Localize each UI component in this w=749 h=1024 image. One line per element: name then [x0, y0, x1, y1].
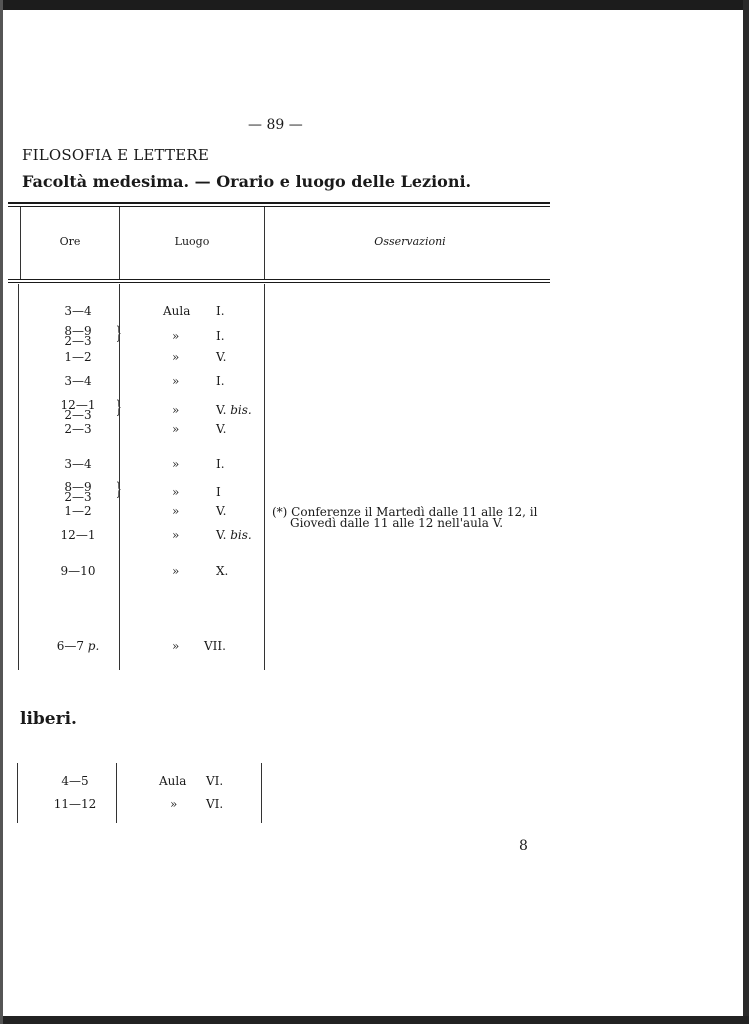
row-room [216, 376, 225, 386]
liberi-ore: 11—12 [53, 797, 97, 811]
row-room [216, 424, 226, 434]
brace-mark: } [115, 479, 122, 500]
row-ore [48, 506, 108, 516]
row-ditto: » [172, 504, 180, 518]
row-ditto: Aula [163, 304, 191, 318]
ore-value-2: 2—3 [64, 334, 92, 348]
row-ore [48, 641, 108, 651]
ore-value: 12—1 [60, 398, 96, 412]
table-top-rule [8, 202, 550, 204]
room-value: V. [216, 422, 227, 436]
liberi-line-ore [116, 763, 117, 823]
col-line-luogo [264, 207, 265, 279]
row-room [216, 487, 221, 497]
row-room [216, 306, 225, 316]
row-ditto: » [172, 485, 180, 499]
row-ore [48, 530, 108, 540]
header-osservazioni: Osservazioni [374, 235, 446, 248]
room-suffix: bis. [230, 403, 252, 417]
room-value: V. [216, 504, 227, 518]
room-value: V. [216, 528, 227, 542]
row-room [216, 506, 226, 516]
liberi-ditto: Aula [159, 774, 187, 788]
brace-mark: } [115, 397, 122, 418]
row-ditto: » [172, 374, 180, 388]
scan-border-left [0, 0, 3, 1024]
liberi-ore: 4—5 [61, 774, 89, 788]
row-ore [48, 306, 108, 316]
row-ore [48, 326, 108, 346]
liberi-heading: liberi. [20, 709, 77, 729]
brace-mark: } [115, 323, 122, 344]
row-room [204, 641, 226, 651]
row-ore [48, 400, 108, 420]
col-line-ore [119, 207, 120, 279]
scan-border-top [0, 0, 749, 10]
ore-value: 3—4 [64, 374, 92, 388]
row-ditto: » [172, 403, 180, 417]
faculty-heading: FILOSOFIA E LETTERE [22, 146, 210, 164]
row-ditto: » [172, 564, 180, 578]
ore-value: 3—4 [64, 457, 92, 471]
ore-value: 1—2 [64, 350, 92, 364]
col-line-left [20, 207, 21, 279]
liberi-line-left [17, 763, 18, 823]
ore-value: 6—7 [56, 639, 84, 653]
note-line-2: Giovedì dalle 11 alle 12 nell'aula V. [290, 516, 504, 530]
page-subtitle: Facoltà medesima. — Orario e luogo delle Lezioni. [22, 172, 472, 191]
page-number: — 89 — [248, 117, 303, 133]
room-value: I [216, 485, 221, 499]
row-ore [48, 352, 108, 362]
row-room [216, 459, 225, 469]
ore-value-2: 2—3 [64, 490, 92, 504]
ore-value: 1—2 [64, 504, 92, 518]
header-luogo: Luogo [174, 235, 210, 248]
row-ore [48, 459, 108, 469]
liberi-line-luogo [261, 763, 262, 823]
ore-value: 8—9 [64, 324, 92, 338]
col-line-luogo-body [264, 284, 265, 670]
row-ditto: » [172, 329, 180, 343]
ore-value: 12—1 [60, 528, 96, 542]
scan-border-bottom [0, 1016, 749, 1024]
liberi-ditto: » [170, 797, 178, 811]
row-ore [48, 566, 108, 576]
ore-suffix: p. [87, 639, 100, 653]
observation-note [272, 507, 537, 529]
col-line-left-body [18, 284, 19, 670]
ore-value: 9—10 [60, 564, 96, 578]
room-value: VII. [204, 639, 226, 653]
room-value: V. [216, 350, 227, 364]
ore-value-2: 2—3 [64, 408, 92, 422]
room-suffix: bis. [230, 528, 252, 542]
note-line-1: (*) Conferenze il Martedì dalle 11 alle 12, il [272, 505, 538, 519]
row-ore [48, 482, 108, 502]
row-room [216, 405, 252, 415]
row-ore [48, 424, 108, 434]
table-top-rule-thin [8, 206, 550, 207]
scan-border-right [743, 0, 749, 1024]
room-value: X. [216, 564, 229, 578]
row-ditto: » [172, 528, 180, 542]
liberi-room: VI. [206, 774, 224, 788]
row-ditto: » [172, 639, 180, 653]
row-ditto: » [172, 422, 180, 436]
header-bottom-rule [8, 279, 550, 280]
row-ditto: » [172, 350, 180, 364]
row-room [216, 352, 226, 362]
row-room [216, 530, 252, 540]
row-room [216, 566, 228, 576]
row-ore [48, 376, 108, 386]
room-value: I. [216, 304, 225, 318]
ore-value: 2—3 [64, 422, 92, 436]
signature-mark: 8 [519, 838, 528, 854]
ore-value: 8—9 [64, 480, 92, 494]
header-ore: Ore [59, 235, 81, 248]
room-value: I. [216, 329, 225, 343]
room-value: I. [216, 457, 225, 471]
row-room [216, 331, 225, 341]
ore-value: 3—4 [64, 304, 92, 318]
row-ditto: » [172, 457, 180, 471]
header-bottom-rule-thin [8, 282, 550, 283]
room-value: V. [216, 403, 227, 417]
room-value: I. [216, 374, 225, 388]
liberi-room: VI. [206, 797, 224, 811]
